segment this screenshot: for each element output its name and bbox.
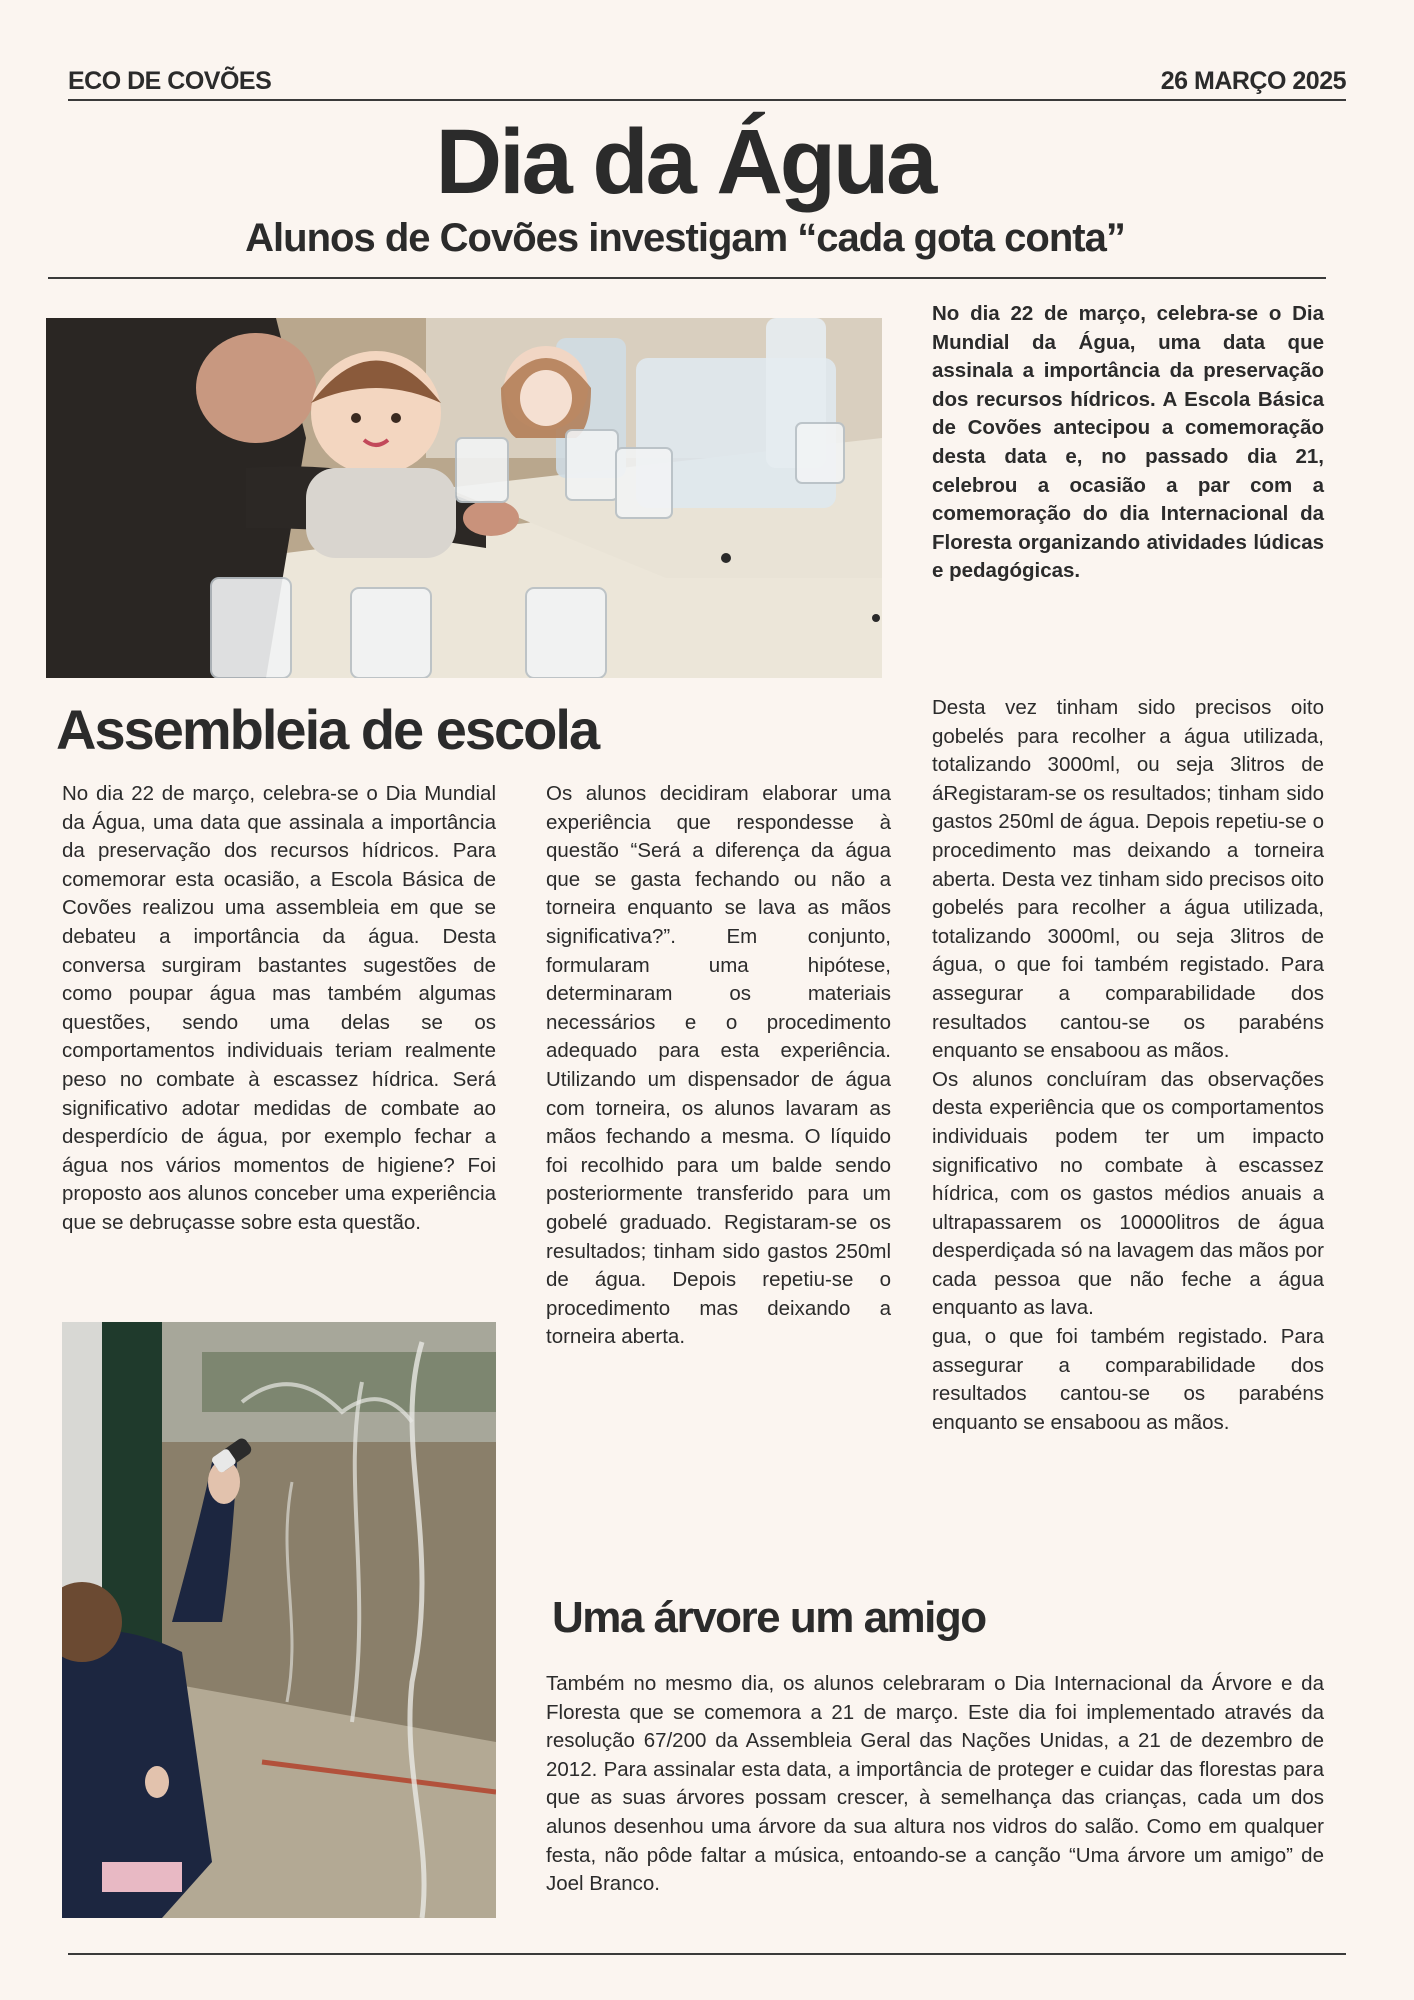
issue-date: 26 MARÇO 2025 [1160, 67, 1346, 95]
article-column-1 [62, 780, 496, 1238]
masthead-rule [68, 99, 1346, 101]
footer-rule [68, 1953, 1346, 1955]
column-3-paragraph-1: Desta vez tinham sido precisos oito gobelés para recolher a água utilizada, totalizando 3000ml, ou seja 3litros de áRegistaram-se os resultados; tinham sido gastos 250ml de água. Depois repetiu-se o procedimento mas deixando a torneira aberta. Desta vez tinham sido precisos oito gobelés para recolher a água utilizada, totalizando 3000ml, ou seja 3litros de água, o que foi também registado. Para assegurar a comparabilidade dos resultados cantou-se os parabéns enquanto se ensaboou as mãos. [932, 696, 1324, 1063]
headline-rule [48, 277, 1326, 279]
arvore-text: Também no mesmo dia, os alunos celebraram o Dia Internacional da Árvore e da Floresta que se comemora a 21 de março. Este dia foi implementado através da resolução 67/200 da Assembleia Geral das Nações Unidas, a 21 de dezembro de 2012. Para assinalar esta data, a importância de proteger e cuidar das florestas para que as suas árvores possam crescer, à semelhança das crianças, cada um dos alunos desenhou uma árvore da sua altura nos vidros do salão. Como em qualquer festa, não pôde faltar a música, entoando-se a canção “Uma árvore um amigo” de Joel Branco. [546, 1672, 1324, 1896]
column-1-text: No dia 22 de março, celebra-se o Dia Mundial da Água, uma data que assinala a importância da preservação dos recursos hídricos. Para comemorar esta ocasião, a Escola Básica de Covões realizou uma assembleia em que se debateu a importância da água. Desta conversa surgiram bastantes sugestões de como poupar água mas também algumas questões, sendo uma delas se os comportamentos individuais teriam realmente peso no combate à escassez hídrica. Será significativo adotar medidas de combate ao desperdício de água, por exemplo fechar a água nos vários momentos de higiene? Foi proposto aos alunos conceber uma experiência que se debruçasse sobre esta questão. [62, 782, 496, 1234]
main-headline: Dia da Água [435, 111, 935, 213]
article-column-2 [546, 780, 891, 1352]
section-heading-assembleia: Assembleia de escola [56, 698, 599, 761]
lead-paragraph: No dia 22 de março, celebra-se o Dia Mundial da Água, uma data que assinala a importância da preservação dos recursos hídricos. A Escola Básica de Covões antecipou a comemoração desta data e, no passado dia 21, celebrou a ocasião a par com a comemoração do dia Internacional da Floresta organizando atividades lúdicas e pedagógicas. [932, 302, 1324, 583]
section-heading-arvore: Uma árvore um amigo [552, 1593, 986, 1642]
photo-water-experiment [46, 318, 882, 678]
article-column-3 [932, 694, 1324, 1437]
article-arvore [546, 1670, 1324, 1899]
column-3-paragraph-2: Os alunos concluíram das observações desta experiência que os comportamentos individuais podem ter um impacto significativo no combate à escassez hídrica, com os gastos médios anuais a ultrapassarem os 10000litros de água desperdiçada só na lavagem das mãos por cada pessoa que não feche a água enquanto as lava. [932, 1067, 1325, 1320]
photo-tree-drawing [62, 1322, 496, 1918]
column-3-paragraph-3: gua, o que foi também registado. Para assegurar a comparabilidade dos resultados cantou-se os parabéns enquanto se ensaboou as mãos. [932, 1325, 1324, 1434]
masthead [68, 62, 1346, 96]
column-2-text: Os alunos decidiram elaborar uma experiência que respondesse à questão “Será a diferença da água que se gasta fechando ou não a torneira enquanto se lava as mãos significativa?”. Em conjunto, formularam uma hipótese, determinaram os materiais necessários e o procedimento adequado para esta experiência. Utilizando um dispensador de água com torneira, os alunos lavaram as mãos fechando a mesma. O líquido foi recolhido para um balde sendo posteriormente transferido para um gobelé graduado. Registaram-se os resultados; tinham sido gastos 250ml de água. Depois repetiu-se o procedimento mas deixando a torneira aberta. [546, 782, 891, 1349]
newspaper-name: ECO DE COVÕES [68, 67, 272, 95]
subheadline: Alunos de Covões investigam “cada gota conta” [245, 216, 1125, 260]
